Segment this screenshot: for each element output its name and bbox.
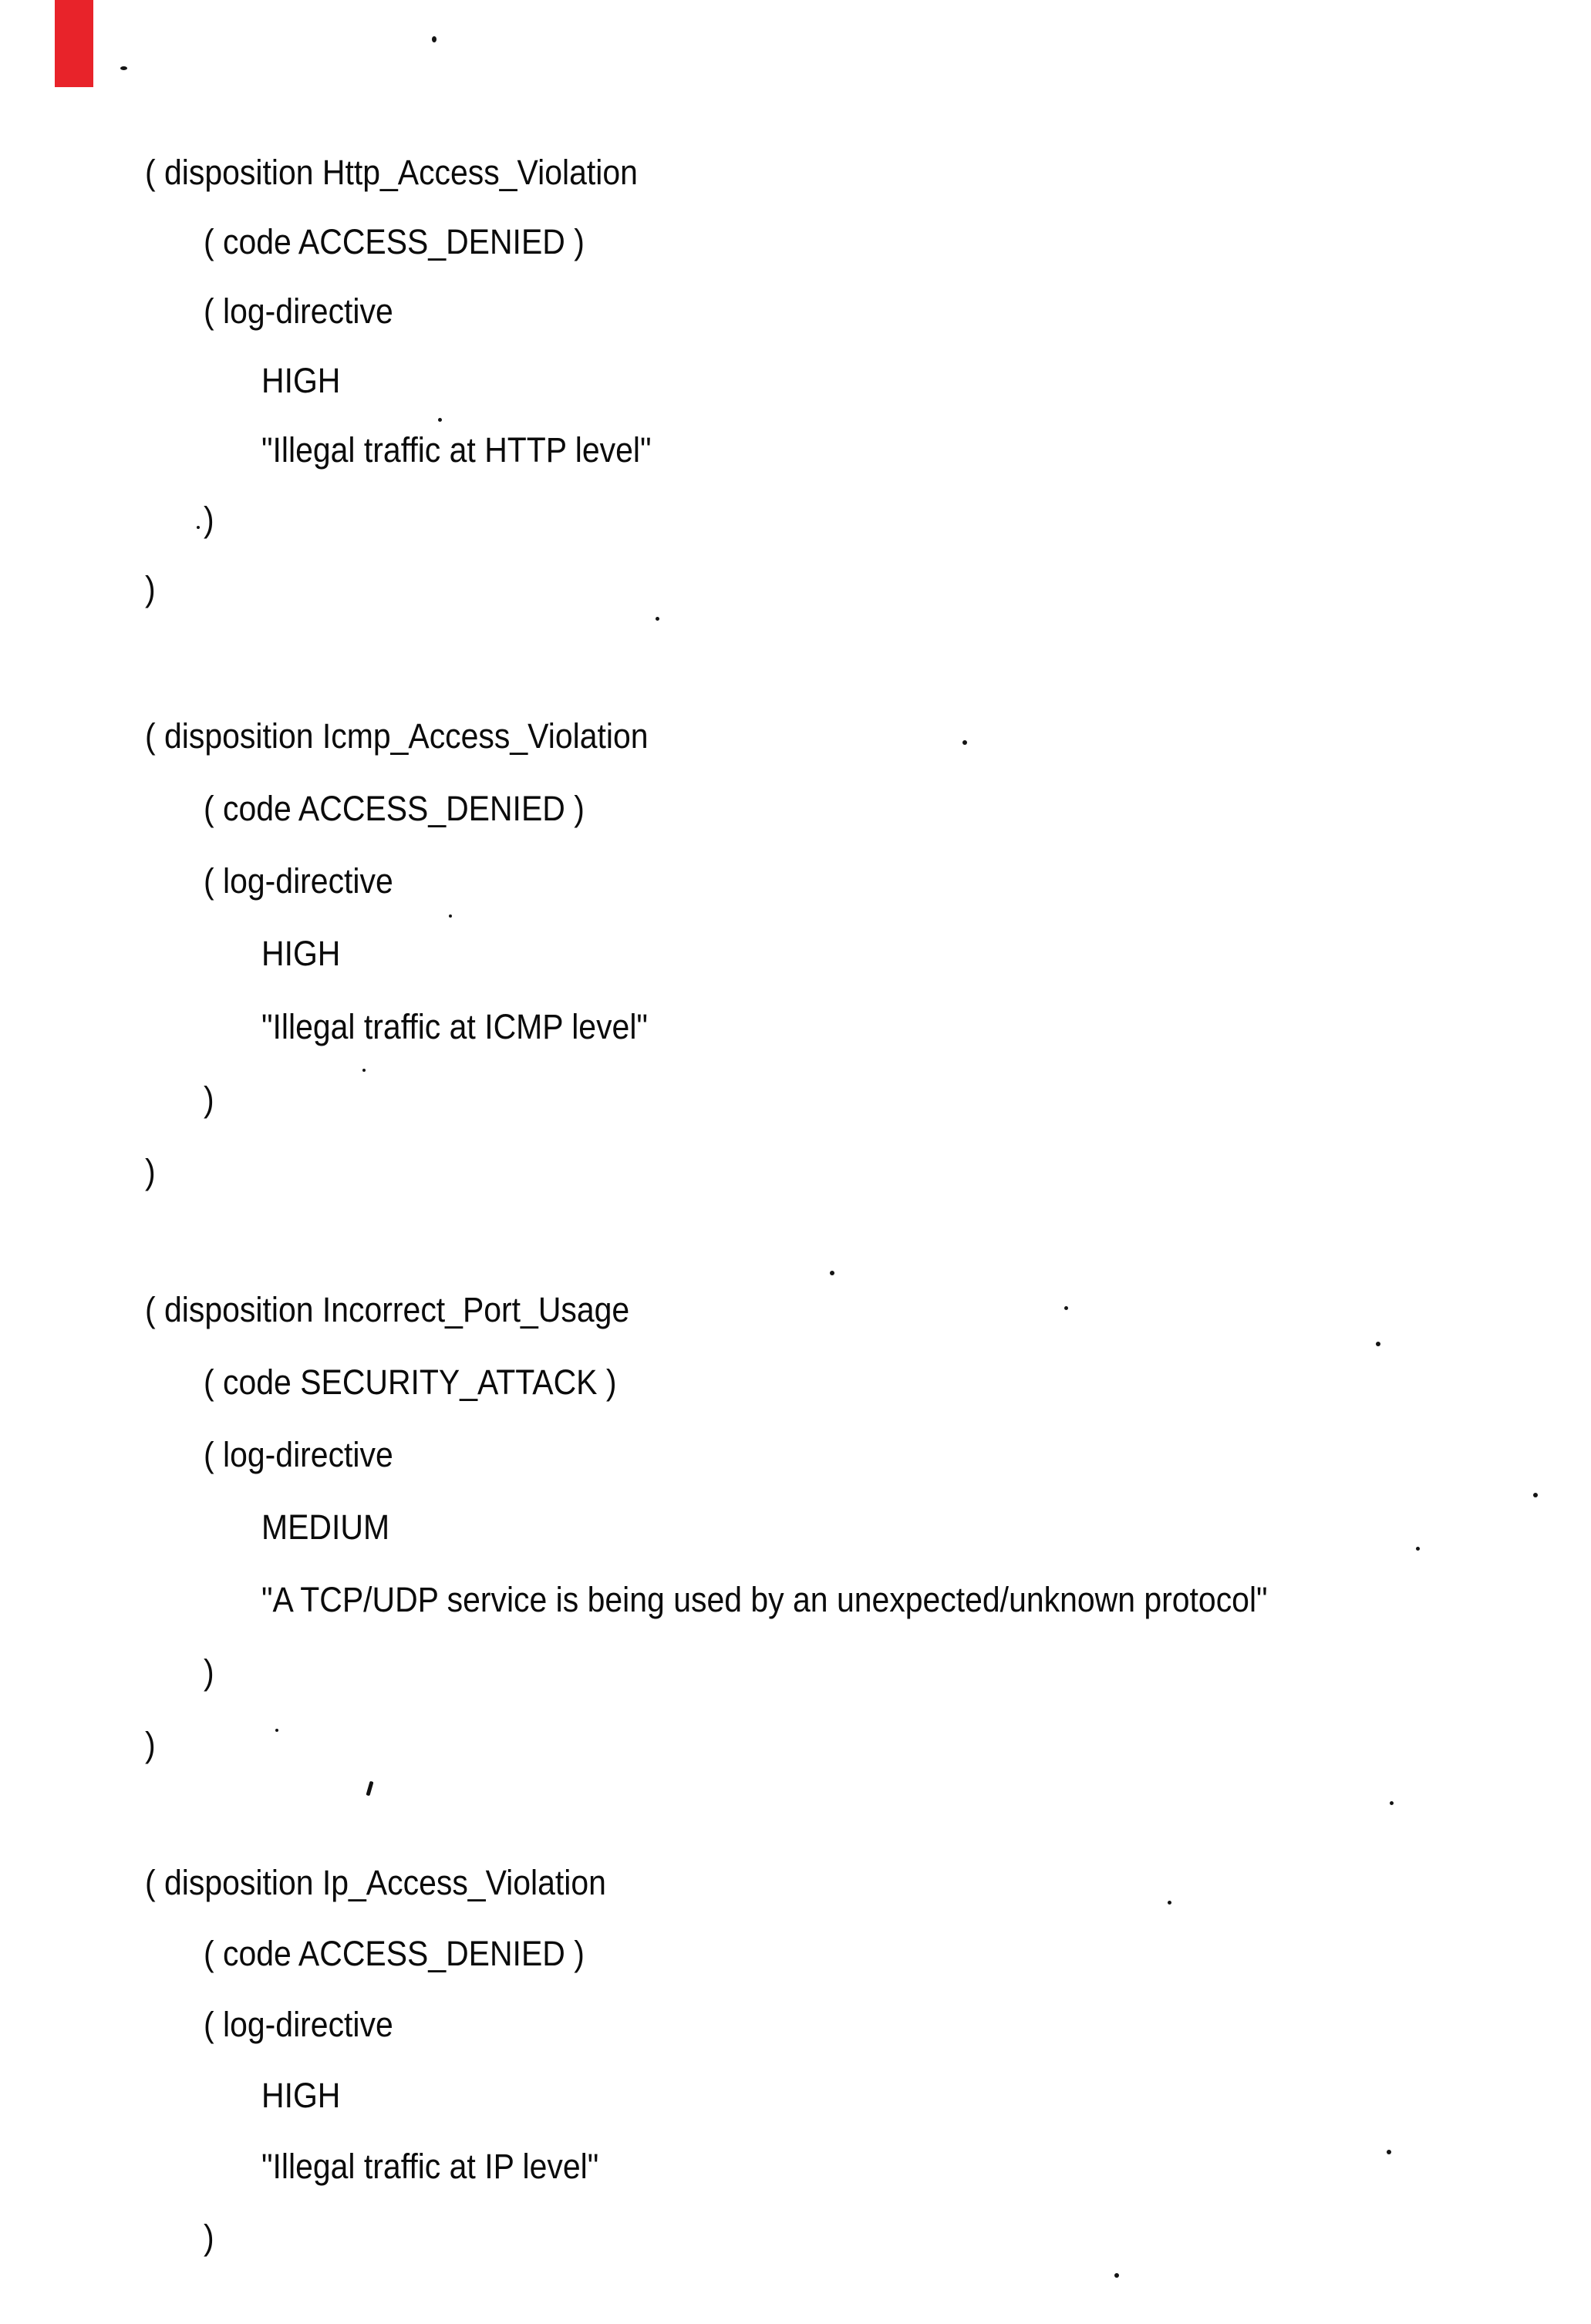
close-paren-line: ) bbox=[204, 2218, 214, 2257]
severity-line: MEDIUM bbox=[261, 1507, 390, 1547]
code-line: ( code ACCESS_DENIED ) bbox=[204, 789, 585, 828]
log-directive-line: ( log-directive bbox=[204, 291, 393, 331]
code-line: ( code ACCESS_DENIED ) bbox=[204, 1934, 585, 1973]
message-line: "Illegal traffic at HTTP level" bbox=[261, 430, 652, 470]
code-line: ( code SECURITY_ATTACK ) bbox=[204, 1362, 617, 1402]
scan-speck bbox=[449, 914, 452, 918]
stray-comma-mark bbox=[366, 1781, 373, 1797]
disposition-line: ( disposition Http_Access_Violation bbox=[145, 153, 638, 192]
scan-speck bbox=[275, 1729, 278, 1732]
close-paren-line: ) bbox=[145, 1725, 156, 1764]
scan-speck bbox=[1376, 1342, 1380, 1346]
scan-speck bbox=[830, 1271, 834, 1275]
scan-speck bbox=[120, 66, 127, 70]
message-line: "Illegal traffic at ICMP level" bbox=[261, 1007, 648, 1046]
close-paren-line: ) bbox=[145, 1152, 156, 1191]
scan-speck bbox=[438, 418, 442, 422]
scan-speck bbox=[1387, 2150, 1391, 2154]
close-paren-line: ) bbox=[204, 500, 214, 539]
scan-speck bbox=[1114, 2273, 1119, 2278]
scan-speck bbox=[656, 617, 659, 621]
message-line: "Illegal traffic at IP level" bbox=[261, 2147, 599, 2186]
close-paren-line: ) bbox=[204, 1652, 214, 1692]
message-line: "A TCP/UDP service is being used by an unexpected/unknown protocol" bbox=[261, 1580, 1268, 1619]
log-directive-line: ( log-directive bbox=[204, 1435, 393, 1474]
scan-speck bbox=[1416, 1547, 1420, 1551]
disposition-line: ( disposition Incorrect_Port_Usage bbox=[145, 1290, 630, 1329]
scan-speck bbox=[962, 740, 967, 745]
severity-line: HIGH bbox=[261, 361, 341, 400]
close-paren-line: ) bbox=[145, 569, 156, 608]
scan-speck bbox=[197, 526, 200, 529]
scan-speck bbox=[1390, 1801, 1394, 1805]
log-directive-line: ( log-directive bbox=[204, 2005, 393, 2044]
scan-speck bbox=[1168, 1901, 1171, 1905]
log-directive-line: ( log-directive bbox=[204, 861, 393, 901]
scan-speck bbox=[1533, 1493, 1538, 1497]
close-paren-line: ) bbox=[204, 1079, 214, 1119]
severity-line: HIGH bbox=[261, 934, 341, 973]
scan-speck bbox=[432, 36, 437, 42]
severity-line: HIGH bbox=[261, 2076, 341, 2115]
code-line: ( code ACCESS_DENIED ) bbox=[204, 222, 585, 261]
red-scan-mark bbox=[55, 0, 93, 87]
disposition-line: ( disposition Ip_Access_Violation bbox=[145, 1863, 606, 1902]
disposition-line: ( disposition Icmp_Access_Violation bbox=[145, 716, 649, 756]
scan-speck bbox=[1064, 1306, 1068, 1310]
scan-speck bbox=[362, 1069, 366, 1072]
